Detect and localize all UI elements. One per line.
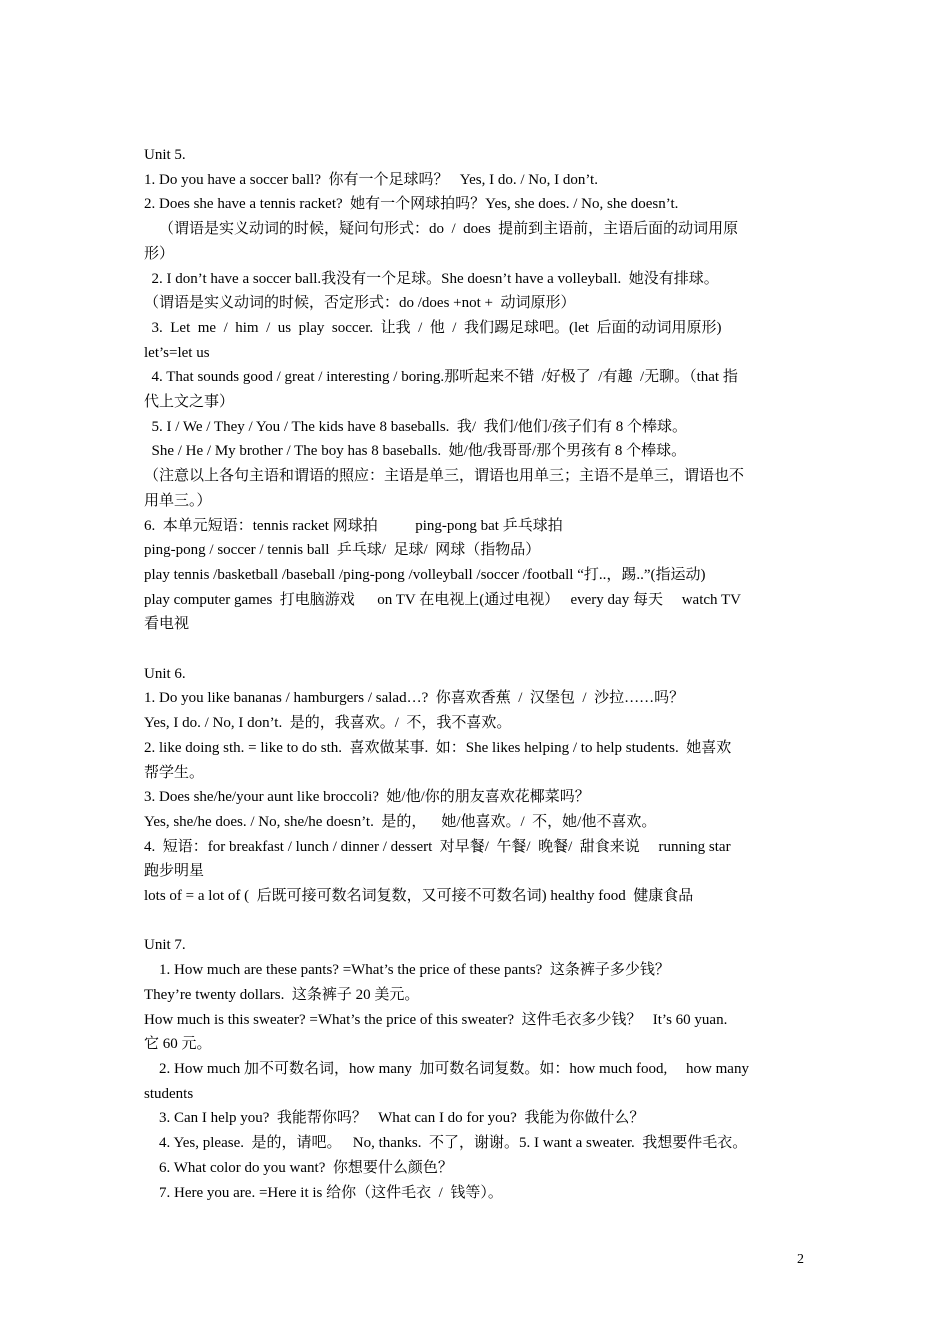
unit5-line: 用单三。）	[144, 492, 212, 509]
unit5-line: （注意以上各句主语和谓语的照应：主语是单三，谓语也用单三；主语不是单三，谓语也不	[144, 468, 745, 485]
unit7-line: 4. Yes, please. 是的，请吧。 No, thanks. 不了，谢谢。5. I want a sweater. 我想要件毛衣。	[144, 1135, 748, 1152]
page-number: 2	[797, 1252, 804, 1267]
unit7-line: 它 60 元。	[144, 1036, 212, 1053]
unit6-line: lots of = a lot of ( 后既可接可数名词复数，又可接不可数名词) healthy food 健康食品	[144, 888, 694, 905]
unit5-line: 代上文之事）	[144, 394, 235, 411]
unit6-line: 跑步明星	[144, 863, 205, 880]
unit5-line: 2. I don’t have a soccer ball.我没有一个足球。She doesn’t have a volleyball. 她没有排球。	[144, 270, 719, 287]
unit6-line: 3. Does she/he/your aunt like broccoli? 她/他/你的朋友喜欢花椰菜吗？	[144, 789, 590, 806]
unit5-line: 2. Does she have a tennis racket? 她有一个网球拍吗？Yes, she does. / No, she doesn’t.	[144, 196, 679, 213]
unit7-line: 1. How much are these pants? =What’s the price of these pants? 这条裤子多少钱？	[144, 962, 670, 979]
unit6-line: Yes, I do. / No, I don’t. 是的，我喜欢。/ 不，我不喜欢。	[144, 715, 512, 732]
unit7-line: How much is this sweater? =What’s the price of this sweater? 这件毛衣多少钱？ It’s 60 yuan.	[144, 1011, 728, 1028]
unit6-heading: Unit 6.	[144, 665, 186, 682]
unit7-line: 7. Here you are. =Here it is 给你（这件毛衣 / 钱等）。	[144, 1184, 503, 1201]
unit6-line: 4. 短语：for breakfast / lunch / dinner / dessert 对早餐/ 午餐/ 晚餐/ 甜食来说 running star	[144, 838, 731, 855]
unit5-line: 看电视	[144, 616, 190, 633]
section-spacer	[144, 909, 808, 934]
unit5-heading: Unit 5.	[144, 147, 186, 163]
unit5-line: 1. Do you have a soccer ball? 你有一个足球吗？ Yes, I do. / No, I don’t.	[144, 171, 598, 188]
unit5-line: She / He / My brother / The boy has 8 baseballs. 她/他/我哥哥/那个男孩有 8 个棒球。	[144, 443, 687, 460]
unit7-line: They’re twenty dollars. 这条裤子 20 美元。	[144, 986, 420, 1003]
unit5-line: （谓语是实义动词的时候，疑问句形式：do / does 提前到主语前，主语后面的动词用原	[144, 221, 739, 238]
unit5-line: play computer games 打电脑游戏 on TV 在电视上(通过电视） every day 每天 watch TV	[144, 591, 741, 608]
unit5-line: （谓语是实义动词的时候，否定形式：do /does +not + 动词原形）	[144, 295, 576, 312]
document-body	[144, 143, 808, 1205]
unit7-line: 6. What color do you want? 你想要什么颜色？	[144, 1159, 453, 1176]
unit6-line: 1. Do you like bananas / hamburgers / salad…? 你喜欢香蕉 / 汉堡包 / 沙拉……吗？	[144, 690, 685, 707]
unit5-line: 3. Let me / him / us play soccer. 让我 / 他 / 我们踢足球吧。(let 后面的动词用原形)	[144, 319, 722, 336]
unit6-line: 2. like doing sth. = like to do sth. 喜欢做某事. 如：She likes helping / to help students. 她喜欢	[144, 739, 732, 756]
unit5-line: let’s=let us	[144, 344, 210, 361]
unit5-line: 5. I / We / They / You / The kids have 8 baseballs. 我/ 我们/他们/孩子们有 8 个棒球。	[144, 418, 687, 435]
unit6-line: Yes, she/he does. / No, she/he doesn’t. 是的， 她/他喜欢。/ 不，她/他不喜欢。	[144, 813, 657, 830]
unit5-line: 4. That sounds good / great / interesting / boring.那听起来不错 /好极了 /有趣 /无聊。（that 指	[144, 369, 738, 386]
unit7-line: 2. How much 加不可数名词，how many 加可数名词复数。如：how much food, how many	[144, 1060, 749, 1077]
unit5-line: ping-pong / soccer / tennis ball 乒乓球/ 足球/ 网球（指物品）	[144, 542, 541, 559]
section-spacer	[144, 637, 808, 662]
unit5-line: 形）	[144, 245, 175, 262]
unit6-line: 帮学生。	[144, 764, 205, 781]
unit7-line: 3. Can I help you? 我能帮你吗？ What can I do for you? 我能为你做什么？	[144, 1110, 645, 1127]
unit7-line: students	[144, 1085, 194, 1102]
unit5-line: play tennis /basketball /baseball /ping-pong /volleyball /soccer /football “打..，踢..”(指运动)	[144, 566, 706, 583]
unit5-line: 6. 本单元短语：tennis racket 网球拍 ping-pong bat 乒乓球拍	[144, 517, 563, 534]
unit7-heading: Unit 7.	[144, 937, 186, 954]
